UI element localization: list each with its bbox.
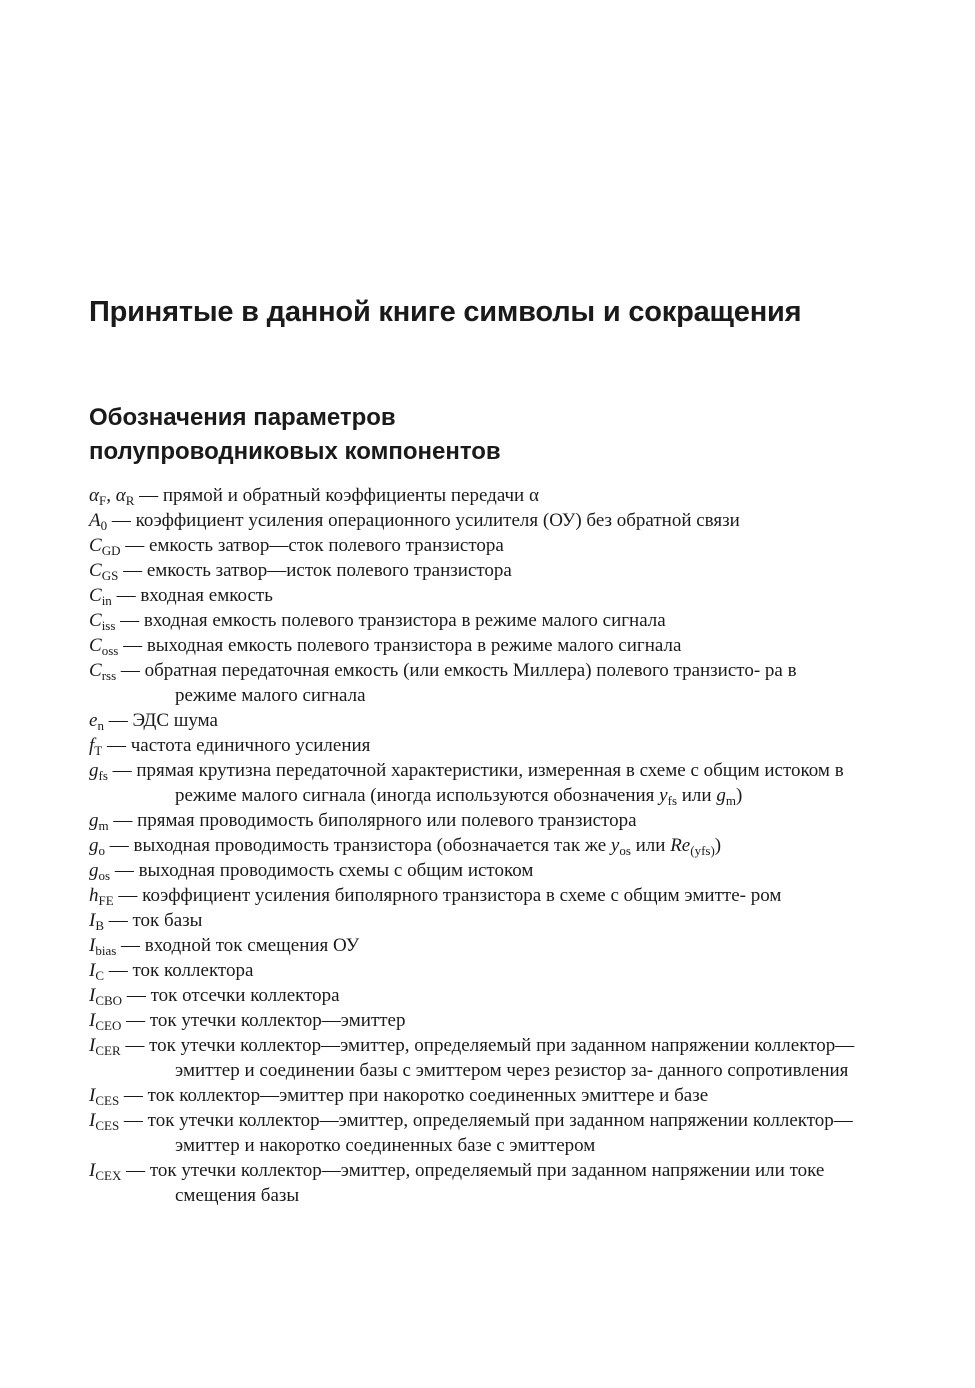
section-subtitle	[89, 401, 789, 469]
symbol-description: или	[677, 785, 717, 806]
symbol-description: — коэффициент усиления биполярного транзистора в схеме с общим эмитте- ром	[113, 885, 782, 906]
symbol-subscript: C	[95, 968, 104, 983]
symbol-description: — выходная проводимость транзистора (обозначается так же	[105, 835, 611, 856]
symbol-entry	[89, 883, 861, 908]
symbol-subscript: GD	[101, 543, 121, 558]
symbol: C	[89, 535, 102, 556]
symbol-description: — коэффициент усиления операционного усилителя (ОУ) без обратной связи	[107, 510, 740, 531]
symbol-subscript: CEX	[95, 1168, 122, 1183]
symbol-subscript: iss	[101, 618, 116, 633]
symbol-subscript: CER	[95, 1043, 121, 1058]
symbol-entry	[89, 1158, 861, 1208]
symbol-entry	[89, 858, 861, 883]
symbol-description: )	[714, 835, 722, 856]
symbol: C	[89, 660, 102, 681]
symbol-description: — ток утечки коллектор—эмиттер, определяемый при заданном напряжении коллектор—эмиттер и накоротко соединенных базе с эмиттером	[119, 1110, 853, 1156]
symbol-subscript: o	[98, 843, 105, 858]
symbol-description: — емкость затвор—исток полевого транзистора	[118, 560, 512, 581]
symbol-description: — прямая проводимость биполярного или полевого транзистора	[108, 810, 637, 831]
symbol-entry	[89, 1083, 861, 1108]
page-title: Принятые в данной книге символы и сокращения	[89, 296, 802, 328]
symbol-entry	[89, 558, 861, 583]
symbol-subscript: (yfs)	[690, 843, 715, 858]
symbol-description: — прямая крутизна передаточной характеристики, измеренная в схеме с общим истоком в режиме малого сигнала (иногда используются обозначения	[107, 760, 844, 806]
symbol: I	[89, 910, 96, 931]
symbol: A	[89, 510, 101, 531]
symbol-subscript: rss	[101, 668, 117, 683]
symbol-subscript: CEO	[95, 1018, 122, 1033]
symbol: I	[89, 1010, 96, 1031]
symbol: I	[89, 1085, 96, 1106]
symbol-description: — ток отсечки коллектора	[122, 985, 340, 1006]
symbol-subscript: os	[619, 843, 631, 858]
symbol-entry	[89, 583, 861, 608]
symbol: g	[89, 860, 99, 881]
symbol: g	[89, 835, 99, 856]
symbol: f	[89, 735, 95, 756]
symbol-subscript: CES	[95, 1118, 120, 1133]
symbol-entry	[89, 1108, 861, 1158]
symbol-subscript: m	[725, 793, 736, 808]
symbol-subscript: 0	[100, 518, 108, 533]
symbol: I	[89, 960, 96, 981]
symbol-subscript: F	[98, 493, 107, 508]
symbol-entry	[89, 708, 861, 733]
subtitle-line-2: полупроводниковых компонентов	[89, 438, 501, 465]
symbol: C	[89, 585, 102, 606]
symbol-entry	[89, 983, 861, 1008]
symbol: I	[89, 1110, 96, 1131]
symbol-subscript: m	[98, 818, 109, 833]
symbol-entry	[89, 958, 861, 983]
symbol: e	[89, 710, 98, 731]
symbol-entry	[89, 658, 861, 708]
symbol-entry	[89, 733, 861, 758]
symbol-subscript: in	[101, 593, 112, 608]
symbol-description: — ЭДС шума	[103, 710, 218, 731]
symbol-entry	[89, 758, 861, 808]
symbol-subscript: n	[97, 718, 104, 733]
symbol-description: — обратная передаточная емкость (или емкость Миллера) полевого транзисто- ра в режиме малого сигнала	[116, 660, 797, 706]
symbol-description: — ток утечки коллектор—эмиттер, определяемый при заданном напряжении или токе смещения базы	[121, 1160, 825, 1206]
symbol-description: — ток базы	[104, 910, 203, 931]
subtitle-line-1: Обозначения параметров	[89, 404, 396, 431]
symbol: I	[89, 1160, 96, 1181]
symbol: , α	[106, 485, 126, 506]
symbol-subscript: GS	[101, 568, 119, 583]
symbol-entry	[89, 908, 861, 933]
symbol-description: — ток утечки коллектор—эмиттер	[121, 1010, 406, 1031]
symbol-description: )	[735, 785, 743, 806]
symbol: I	[89, 1035, 96, 1056]
symbol-description: — прямой и обратный коэффициенты передачи α	[134, 485, 539, 506]
symbol-entry	[89, 608, 861, 633]
symbol-description: — выходная емкость полевого транзистора в режиме малого сигнала	[118, 635, 682, 656]
symbol: Re	[670, 835, 691, 856]
symbol-description: или	[630, 835, 671, 856]
symbol-entry	[89, 1008, 861, 1033]
symbol-description: — емкость затвор—сток полевого транзистора	[120, 535, 504, 556]
symbol-entry	[89, 508, 861, 533]
symbol-subscript: T	[94, 743, 103, 758]
symbol: g	[716, 785, 726, 806]
symbol-subscript: bias	[95, 943, 117, 958]
symbol: I	[89, 985, 96, 1006]
symbol-entry	[89, 1033, 861, 1083]
symbol-description: — ток коллектор—эмиттер при накоротко соединенных эмиттере и базе	[119, 1085, 709, 1106]
symbol: C	[89, 560, 102, 581]
symbol-subscript: os	[98, 868, 111, 883]
symbol-subscript: FE	[98, 893, 114, 908]
symbol-description: — входной ток смещения ОУ	[116, 935, 360, 956]
symbol-description: — ток коллектора	[104, 960, 254, 981]
symbol-description: — ток утечки коллектор—эмиттер, определяемый при заданном напряжении коллектор—эмиттер и соединении базы с эмиттером через резистор за- данного сопротивления	[120, 1035, 855, 1081]
symbol-subscript: B	[95, 918, 104, 933]
symbol: C	[89, 635, 102, 656]
symbol: g	[89, 760, 99, 781]
symbol-description: — входная емкость	[111, 585, 273, 606]
symbol-subscript: CBO	[95, 993, 123, 1008]
symbol-list	[89, 483, 861, 1208]
symbol: h	[89, 885, 99, 906]
symbol: y	[610, 835, 620, 856]
symbol-subscript: R	[125, 493, 135, 508]
symbol: α	[89, 485, 99, 506]
symbol-entry	[89, 483, 861, 508]
symbol: g	[89, 810, 99, 831]
symbol-description: — частота единичного усиления	[102, 735, 371, 756]
symbol-description: — выходная проводимость схемы с общим истоком	[110, 860, 534, 881]
symbol-subscript: oss	[101, 643, 119, 658]
symbol: C	[89, 610, 102, 631]
symbol-subscript: fs	[667, 793, 677, 808]
symbol: I	[89, 935, 96, 956]
symbol-entry	[89, 833, 861, 858]
symbol: y	[659, 785, 668, 806]
symbol-description: — входная емкость полевого транзистора в режиме малого сигнала	[115, 610, 666, 631]
symbol-subscript: CES	[95, 1093, 120, 1108]
symbol-subscript: fs	[98, 768, 108, 783]
symbol-entry	[89, 533, 861, 558]
symbol-entry	[89, 808, 861, 833]
symbol-entry	[89, 933, 861, 958]
symbol-entry	[89, 633, 861, 658]
